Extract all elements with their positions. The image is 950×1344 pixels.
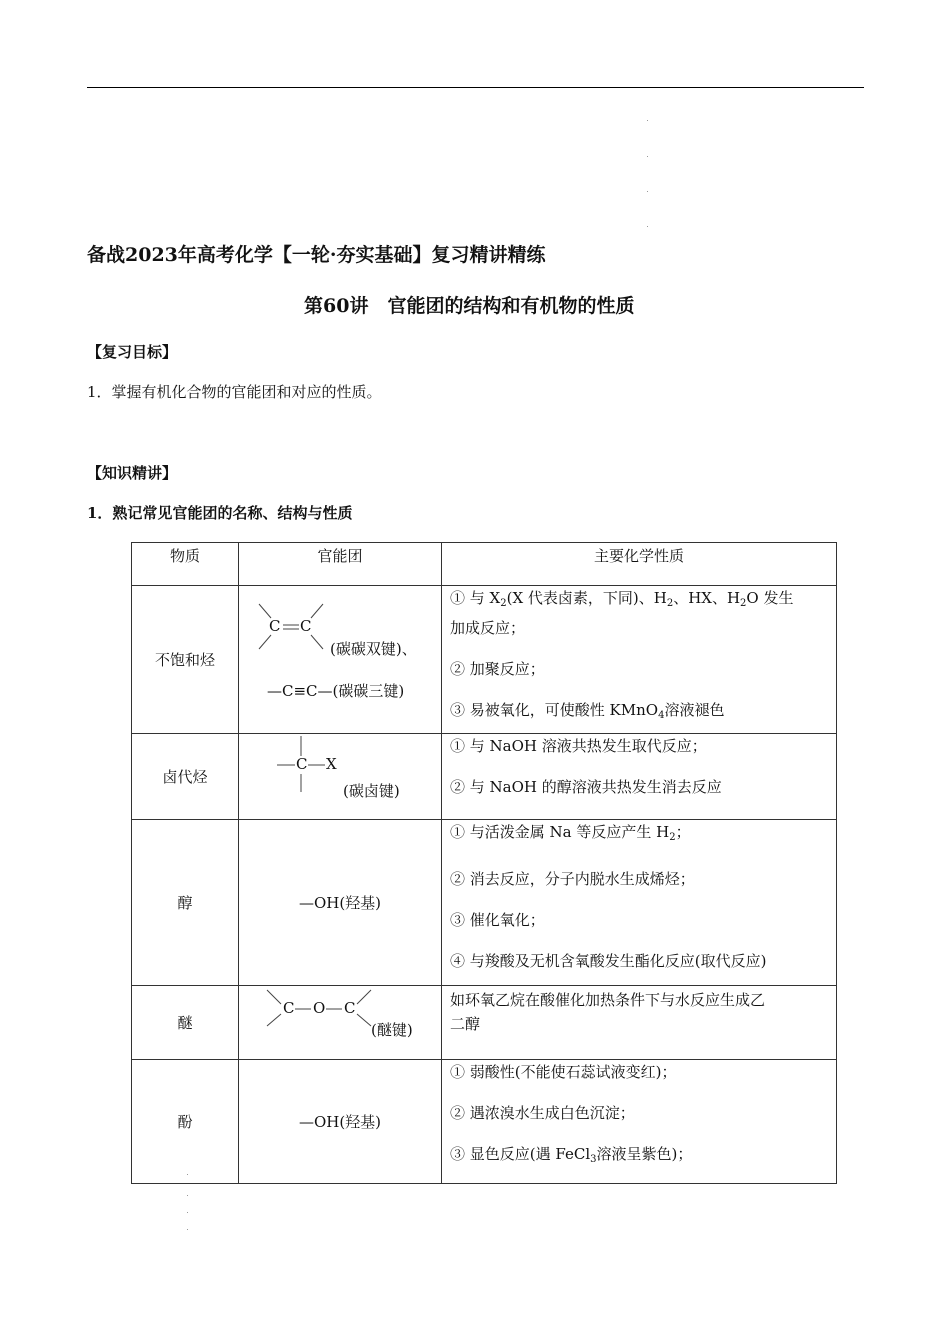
goal-heading: 【复习目标】 [87,343,178,361]
group-label: —C≡C—(碳碳三键) [267,682,405,700]
table-row [132,1060,837,1184]
table-header-row [132,543,837,586]
group-cell [239,734,442,820]
property-line: ④ 与羧酸及无机含氧酸发生酯化反应(取代反应) [450,952,767,970]
property-line: ② 与 NaOH 的醇溶液共热发生消去反应 [450,778,722,796]
double-bond-structure [239,586,441,734]
knowledge-heading: 【知识精讲】 [87,464,178,482]
margin-mark [647,156,648,157]
header-group: 官能团 [239,543,442,586]
document-title: 备战2023年高考化学【一轮·夯实基础】复习精讲精练 [87,244,546,266]
property-line: 加成反应； [450,619,526,637]
margin-mark [187,1212,188,1213]
atom-label: C [344,999,356,1017]
table-row [132,986,837,1060]
point-title: 1．熟记常见官能团的名称、结构与性质 [87,504,353,522]
property-line: ① 弱酸性(不能使石蕊试液变红)； [450,1063,677,1081]
group-cell: —OH(羟基) [239,820,442,986]
properties-cell [442,986,837,1060]
substance-cell: 不饱和烃 [132,586,239,734]
substance-cell: 醇 [132,820,239,986]
margin-mark [187,1229,188,1230]
property-line: ③ 催化氧化； [450,911,545,929]
margin-mark [187,1174,188,1175]
properties-cell [442,586,837,734]
margin-mark [647,191,648,192]
substance-cell: 卤代烃 [132,734,239,820]
header-rule [87,87,864,88]
margin-mark [187,1195,188,1196]
atom-label: C [269,617,281,635]
table-row [132,734,837,820]
atom-label: O [313,999,326,1017]
property-line: ① 与 NaOH 溶液共热发生取代反应； [450,737,707,755]
margin-mark [647,226,648,227]
property-line: ② 加聚反应； [450,660,545,678]
property-line: ③ 显色反应(遇 FeCl$_3$溶液呈紫色)； [450,1145,693,1165]
properties-cell [442,734,837,820]
property-line: ① 与活泼金属 Na 等反应产生 $H_2$； [450,823,691,843]
properties-cell [442,1060,837,1184]
group-cell [239,586,442,734]
properties-cell [442,820,837,986]
header-substance: 物质 [132,543,239,586]
header-properties: 主要化学性质 [442,543,837,586]
functional-group-table [131,542,837,1184]
property-line: ② 遇浓溴水生成白色沉淀； [450,1104,635,1122]
group-label: (碳卤键) [343,782,400,800]
table-row [132,820,837,986]
atom-label: C [283,999,295,1017]
carbon-halogen-structure [239,734,441,820]
goal-item: 1．掌握有机化合物的官能团和对应的性质。 [87,383,382,401]
property-line: ③ 易被氧化，可使酸性 KMnO$_4$溶液褪色 [450,701,725,721]
property-line: 如环氧乙烷在酸催化加热条件下与水反应生成乙 [450,991,766,1009]
substance-cell: 酚 [132,1060,239,1184]
atom-label: C [300,617,312,635]
group-label: (醚键) [371,1021,413,1039]
table-row [132,586,837,734]
group-label: (碳碳双键)、 [330,640,417,658]
property-line: ② 消去反应，分子内脱水生成烯烃； [450,870,695,888]
lecture-title: 第60讲 官能团的结构和有机物的性质 [304,295,635,317]
group-cell [239,986,442,1060]
atom-label: C [296,755,308,773]
atom-label: X [326,755,337,773]
group-cell: —OH(羟基) [239,1060,442,1184]
margin-mark [647,120,648,121]
property-line: 二醇 [450,1015,481,1033]
property-line: ① 与 $X_2(X$ 代表卤素，下同)、$H_2$、HX、$H_2O$ 发生 [450,589,794,609]
substance-cell: 醚 [132,986,239,1060]
